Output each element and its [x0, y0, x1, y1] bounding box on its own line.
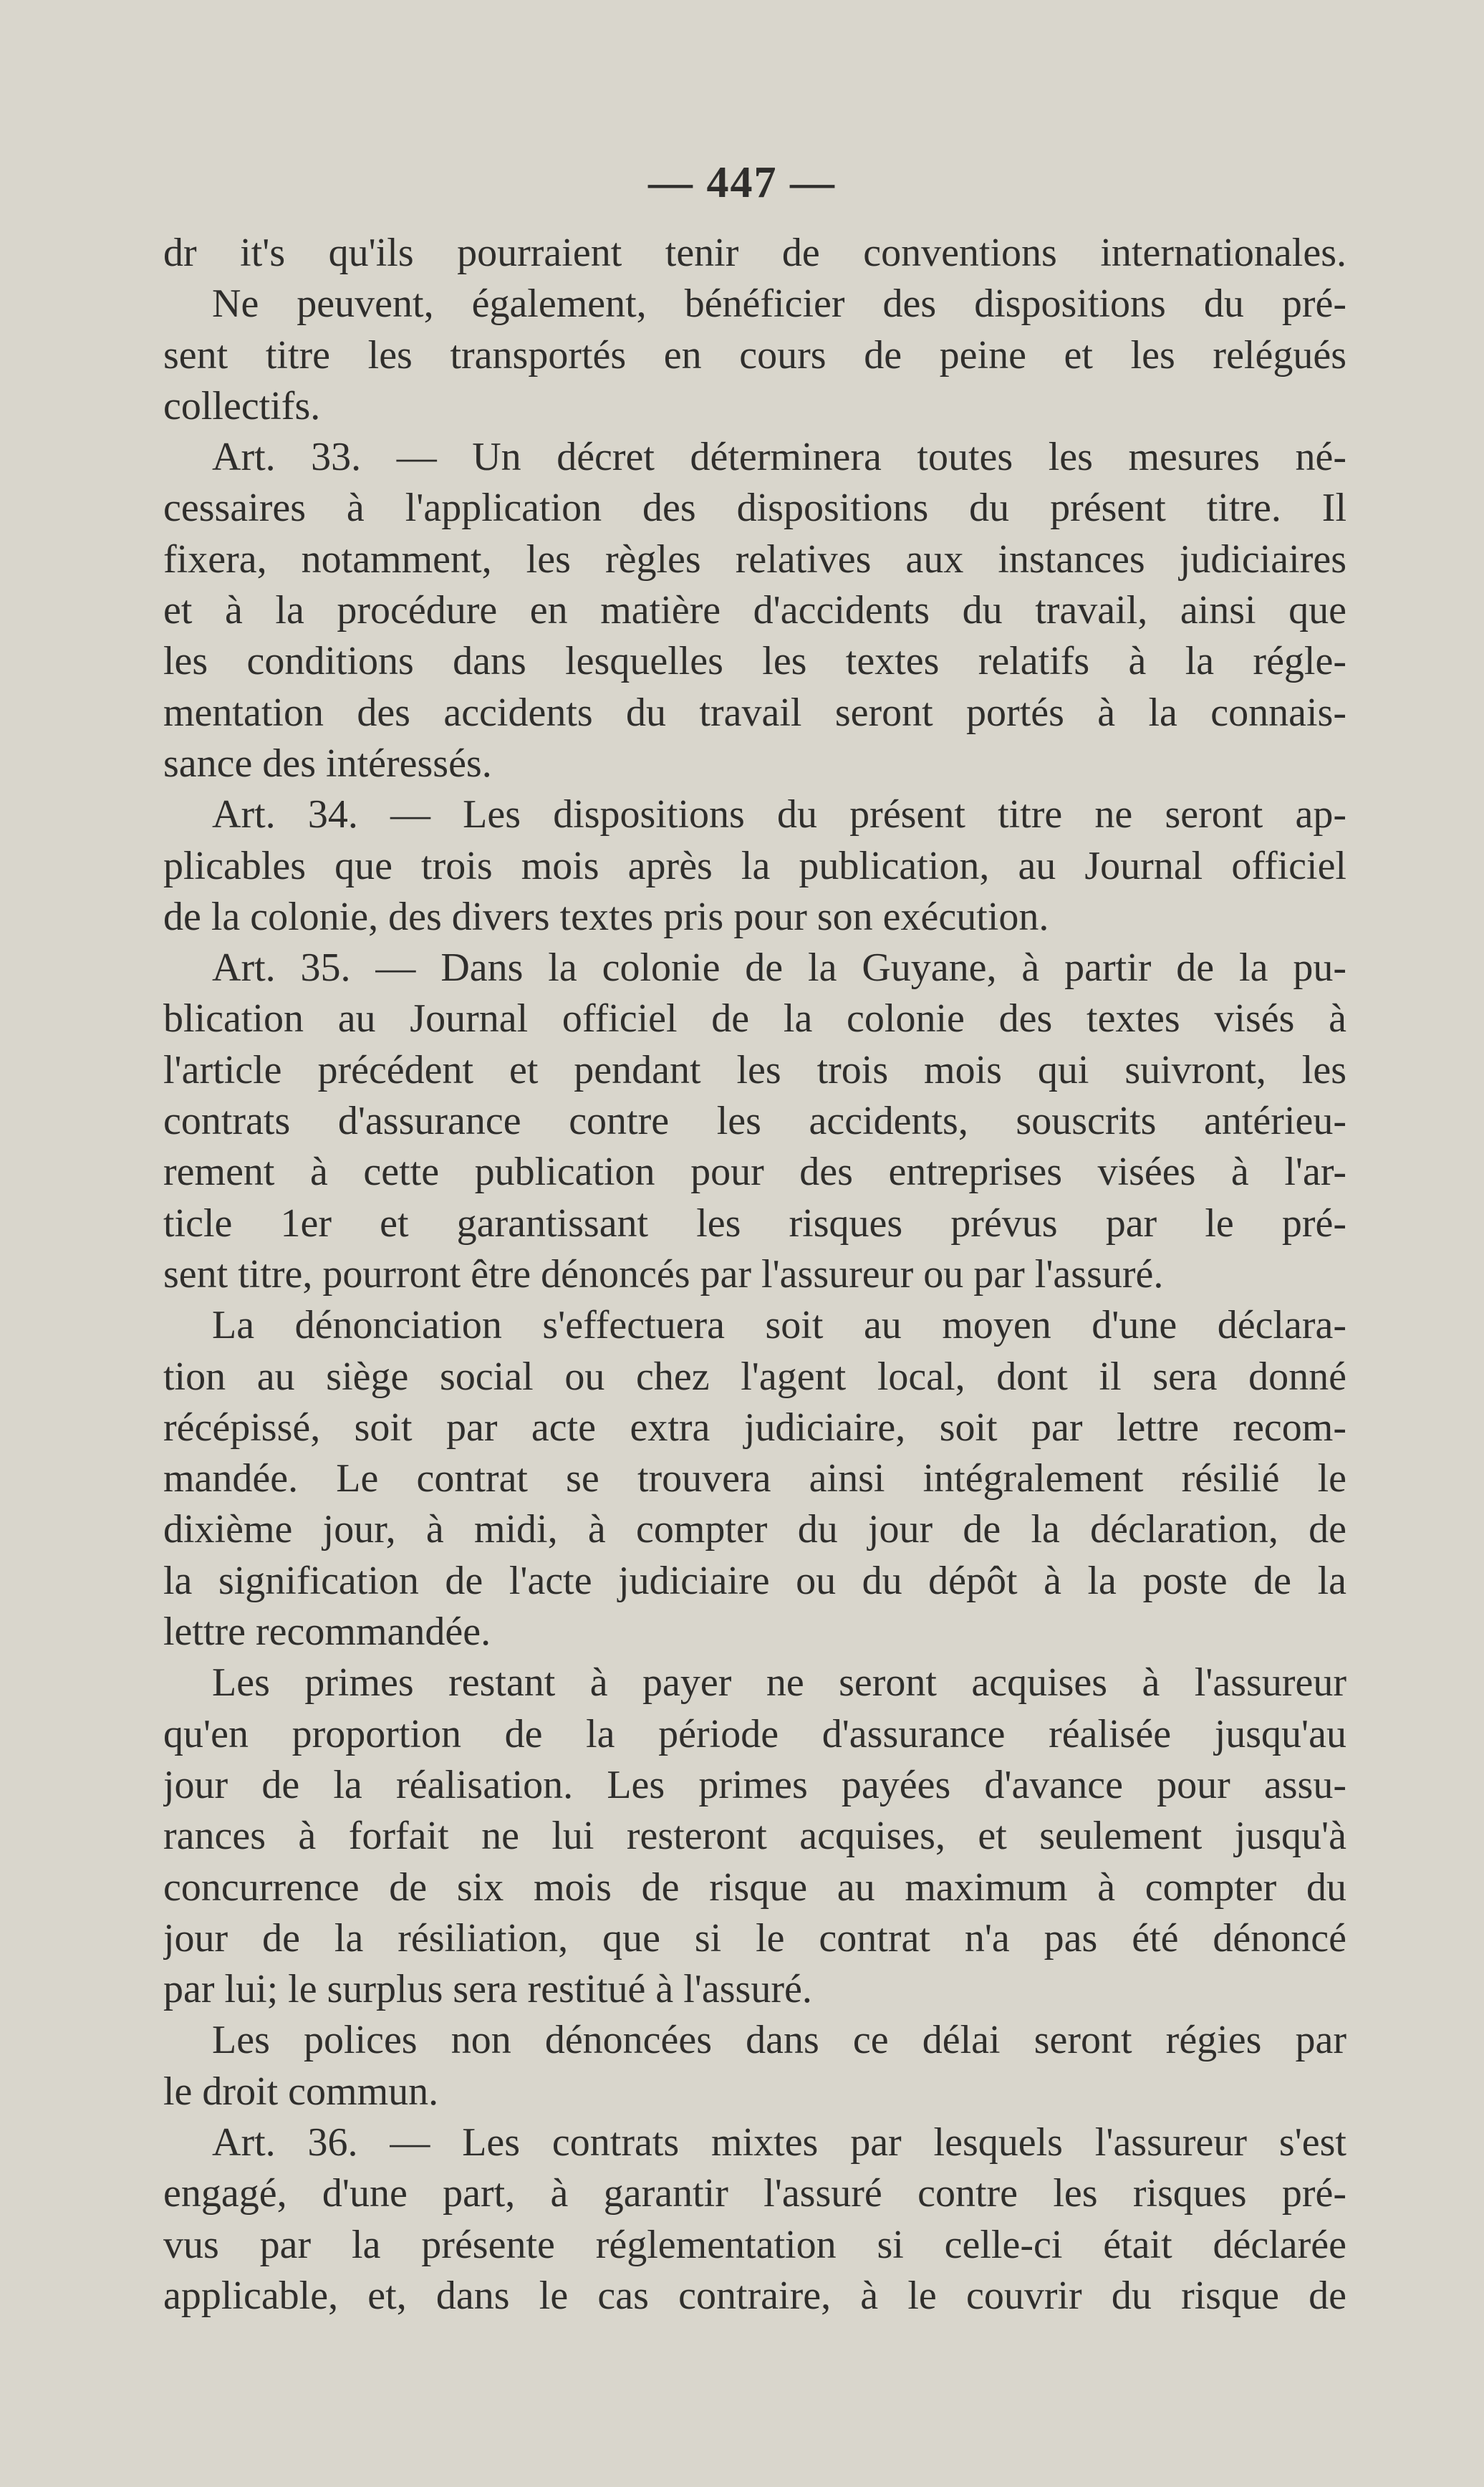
text-line: vus par la présente réglementation si celle-ci était déclarée — [163, 2222, 1346, 2267]
text-line: sent titre les transportés en cours de peine et les relégués — [163, 332, 1346, 377]
text-line: Art. 36. — Les contrats mixtes par lesquels l'assureur s'est — [212, 2120, 1346, 2165]
text-line: jour de la résiliation, que si le contrat n'a pas été dénoncé — [163, 1915, 1346, 1961]
text-line: dixième jour, à midi, à compter du jour de la déclaration, de — [163, 1507, 1346, 1552]
text-line: tion au siège social ou chez l'agent local, dont il sera donné — [163, 1354, 1346, 1399]
text-line: le droit commun. — [163, 2069, 439, 2114]
text-line: La dénonciation s'effectuera soit au moyen d'une déclara- — [212, 1303, 1346, 1348]
text-line: engagé, d'une part, à garantir l'assuré contre les risques pré- — [163, 2171, 1346, 2216]
text-line: blication au Journal officiel de la colonie des textes visés à — [163, 996, 1346, 1042]
text-line: Art. 34. — Les dispositions du présent titre ne seront ap- — [212, 792, 1346, 837]
text-line: collectifs. — [163, 383, 321, 428]
text-line: qu'en proportion de la période d'assurance réalisée jusqu'au — [163, 1711, 1346, 1756]
text-line: dr it's qu'ils pourraient tenir de conventions internationales. — [163, 231, 1346, 275]
text-line: Ne peuvent, également, bénéficier des dispositions du pré- — [212, 282, 1346, 327]
text-line: sance des intéressés. — [163, 741, 492, 786]
text-line: récépissé, soit par acte extra judiciaire, soit par lettre recom- — [163, 1405, 1346, 1450]
text-line: de la colonie, des divers textes pris pour son exécution. — [163, 894, 1049, 939]
text-line: jour de la réalisation. Les primes payées d'avance pour assu- — [163, 1762, 1346, 1807]
text-line: Art. 35. — Dans la colonie de la Guyane, à partir de la pu- — [212, 946, 1346, 991]
text-line: concurrence de six mois de risque au maximum à compter du — [163, 1865, 1346, 1910]
text-line: rances à forfait ne lui resteront acquises, et seulement jusqu'à — [163, 1814, 1346, 1859]
text-line: sent titre, pourront être dénoncés par l'assureur ou par l'assuré. — [163, 1251, 1164, 1297]
text-line: et à la procédure en matière d'accidents du travail, ainsi que — [163, 588, 1346, 633]
text-line: ticle 1er et garantissant les risques prévus par le pré- — [163, 1201, 1346, 1246]
text-line: l'article précédent et pendant les trois mois qui suivront, les — [163, 1047, 1346, 1092]
text-line: applicable, et, dans le cas contraire, à le couvrir du risque de — [163, 2273, 1346, 2318]
body-text — [163, 228, 1346, 2322]
text-line: la signification de l'acte judiciaire ou du dépôt à la poste de la — [163, 1558, 1346, 1603]
text-line: Les polices non dénoncées dans ce délai seront régies par — [212, 2018, 1346, 2063]
text-line: fixera, notamment, les règles relatives aux instances judiciaires — [163, 537, 1346, 582]
text-line: cessaires à l'application des dispositions du présent titre. Il — [163, 486, 1346, 531]
text-line: Art. 33. — Un décret déterminera toutes les mesures né- — [212, 435, 1346, 480]
text-line: Les primes restant à payer ne seront acquises à l'assureur — [212, 1660, 1346, 1706]
text-line: les conditions dans lesquelles les textes relatifs à la régle- — [163, 639, 1346, 684]
text-line: rement à cette publication pour des entreprises visées à l'ar- — [163, 1150, 1346, 1195]
text-line: lettre recommandée. — [163, 1610, 491, 1655]
text-line: mandée. Le contrat se trouvera ainsi intégralement résilié le — [163, 1456, 1346, 1501]
text-line: par lui; le surplus sera restitué à l'assuré. — [163, 1967, 812, 2012]
page-number: — 447 — — [648, 158, 836, 207]
text-line: mentation des accidents du travail seront portés à la connais- — [163, 690, 1346, 735]
text-line: plicables que trois mois après la publication, au Journal officiel — [163, 843, 1346, 888]
text-line: contrats d'assurance contre les accidents, souscrits antérieu- — [163, 1099, 1346, 1144]
